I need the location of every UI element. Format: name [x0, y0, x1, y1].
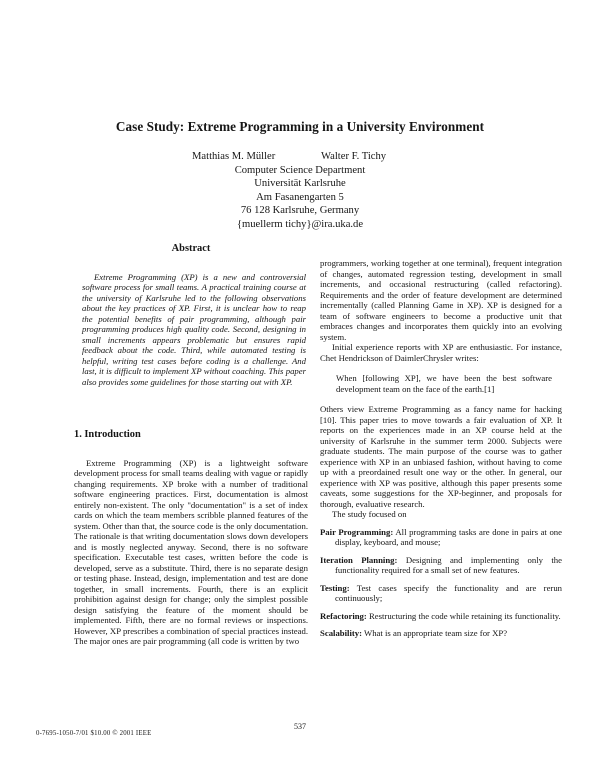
author-email: {muellerm tichy}@ira.uka.de	[236, 218, 364, 230]
list-item-term: Refactoring:	[320, 610, 367, 621]
body-paragraph: The study focused on	[332, 509, 407, 519]
focus-list	[320, 527, 562, 639]
copyright-notice: 0-7695-1050-7/01 $10.00 © 2001 IEEE	[36, 730, 152, 737]
section-heading-introduction: 1. Introduction	[74, 429, 141, 440]
list-item-term: Iteration Planning:	[320, 554, 398, 565]
paper-title: Case Study: Extreme Programming in a University Environment	[115, 119, 485, 134]
list-item-term: Pair Programming:	[320, 526, 394, 537]
left-column	[74, 244, 308, 647]
affiliation-line: Computer Science Department	[234, 165, 366, 176]
list-item-text: Test cases specify the functionality and are rerun continuously;	[335, 582, 563, 603]
author-name: Walter F. Tichy	[321, 151, 387, 162]
list-item-text: What is an appropriate team size for XP?	[364, 628, 508, 638]
introduction-paragraph: Extreme Programming (XP) is a lightweight software development process for small teams dealing with vague or rapidly changing requirements. XP broke with a number of traditional software engineering practices. First, documentation is almost entirely non-existent. The only "documentation" is a set of index cards on which the team members scribble planned features of the system. Other than that, the source code is the only documentation. The rationale is that writing documentation slows down developers and is mostly neglected anyway. Second, there is no software specification. Executable test cases, written before the code is developed, serve as a substitute. Third, there is no separate design or testing phase. Instead, design, implementation and test are done together, in small increments. Fourth, there is an explicit prohibition against design for change; only the simplest possible design satisfying the feature of the moment should be implemented. Fifth, there are no formal reviews or inspections. However, XP prescribes a combination of special practices instead. The major ones are pair programming (all code is written by two	[74, 457, 308, 646]
list-item-text: Designing and implementing only the functionality required for a small set of new features.	[335, 554, 562, 575]
author-name: Matthias M. Müller	[192, 151, 276, 162]
author-block	[190, 150, 410, 231]
list-item	[320, 527, 562, 548]
list-item	[320, 583, 562, 604]
list-item	[320, 611, 562, 622]
affiliation-line: Universität Karlsruhe	[254, 178, 346, 190]
list-item-term: Scalability:	[320, 628, 362, 638]
block-quote: When [following XP], we have been the best software development team on the face of the earth.[1]	[336, 373, 552, 394]
affiliation-line: Am Fasanengarten 5	[256, 191, 344, 203]
body-paragraph: Initial experience reports with XP are enthusiastic. For instance, Chet Hendrickson of DaimlerChrysler writes:	[320, 342, 562, 363]
abstract-heading: Abstract	[171, 243, 211, 254]
body-paragraph: Others view Extreme Programming as a fancy name for hacking [10]. This paper tries to move towards a fair evaluation of XP. It reports on the experiences made in an XP course held at the university of Karlsruhe in the summer term 2000. Subjects were graduate students. The main purpose of the course was to gather experience with XP in an unbiased fashion, without having to come up with a preordained result one way or the other. In general, our experience with XP was positive, although this paper presents some caveats, some suggestions for the XP-beginner, and proposals for thorough, evaluative research.	[320, 404, 562, 509]
page-number: 537	[294, 722, 306, 731]
body-paragraph: programmers, working together at one terminal), frequent integration of changes, automated regression testing, development in small increments, and occasional restructuring (called refactoring). Requirements and the order of feature development are determined incrementally (called Planning Game in XP). XP is designed for a team of software engineers to become a productive unit that embraces changes and incorporates them quickly into an evolving system.	[320, 258, 562, 342]
list-item	[320, 628, 562, 639]
author-names	[190, 150, 410, 164]
abstract-text: Extreme Programming (XP) is a new and controversial software process for small teams. A practical training course at the university of Karlsruhe led to the following observations about the key practices of XP. First, it is unclear how to reap the potential benefits of pair programming, although pair programming produces high quality code. Second, designing in small increments appears problematic but ensures rapid feedback about the code. Third, while automated testing is helpful, writing test cases before coding is a challenge. And last, it is difficult to implement XP without coaching. This paper also provides some guidelines for those starting out with XP.	[82, 271, 306, 387]
list-item	[320, 555, 562, 576]
right-column	[320, 258, 562, 639]
list-item-term: Testing:	[320, 582, 350, 593]
affiliation-line: 76 128 Karlsruhe, Germany	[240, 205, 360, 217]
list-item-text: Restructuring the code while retaining its functionality.	[368, 610, 561, 621]
list-item-text: All programming tasks are done in pairs at one display, keyboard, and mouse;	[335, 526, 562, 547]
